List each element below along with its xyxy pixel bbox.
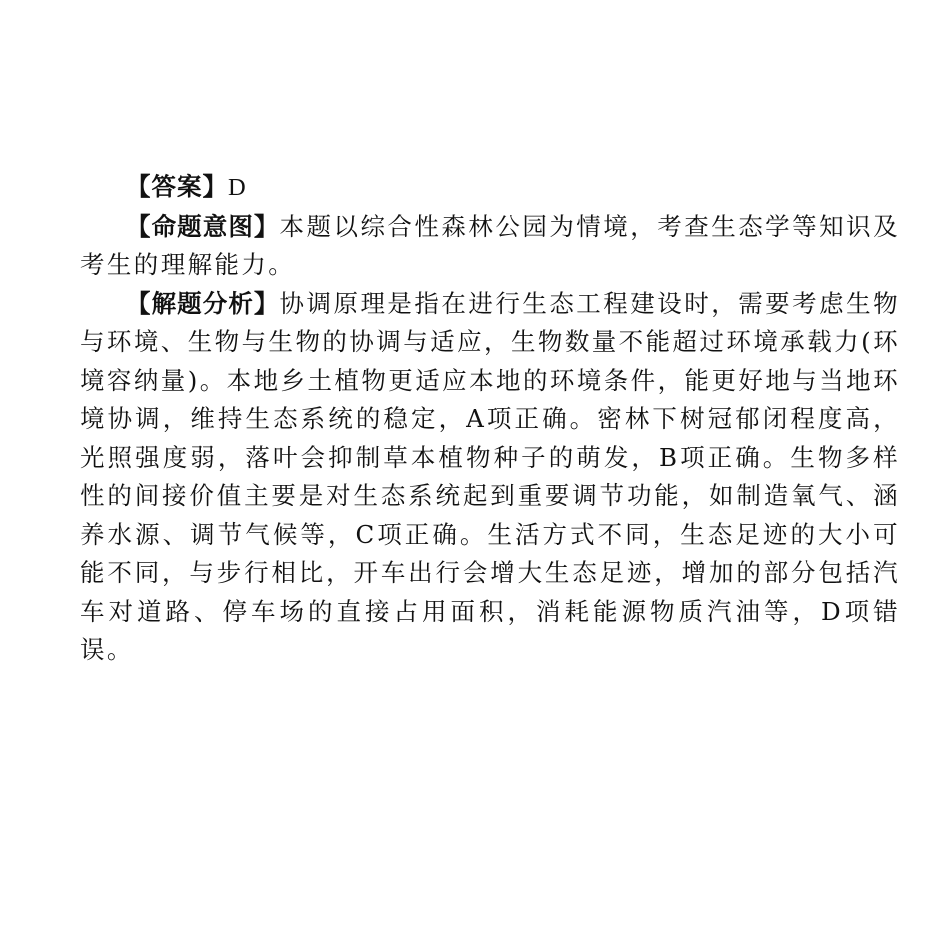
intent-tag: 【命题意图】 xyxy=(126,211,280,241)
answer-value: D xyxy=(228,174,249,201)
analysis-tag: 【解题分析】 xyxy=(126,288,280,318)
answer-tag: 【答案】 xyxy=(126,172,228,201)
intent-text: 本题以综合性森林公园为情境，考查生态学等知识及考生的理解能力。 xyxy=(80,211,901,279)
analysis-paragraph xyxy=(80,285,900,670)
answer-paragraph xyxy=(80,168,900,208)
intent-paragraph xyxy=(80,208,900,285)
analysis-text: 协调原理是指在进行生态工程建设时，需要考虑生物与环境、生物与生物的协调与适应，生物数量不能超过环境承载力(环境容纳量)。本地乡土植物更适应本地的环境条件，能更好地与当地环境协调，维持生态系统的稳定，A项正确。密林下树冠郁闭程度高，光照强度弱，落叶会抑制草本植物种子的萌发，B项正确。生物多样性的间接价值主要是对生态系统起到重要调节功能，如制造氧气、涵养水源、调节气候等，C项正确。生活方式不同，生态足迹的大小可能不同，与步行相比，开车出行会增大生态足迹，增加的部分包括汽车对道路、停车场的直接占用面积，消耗能源物质汽油等，D项错误。 xyxy=(80,288,901,664)
solution-document xyxy=(80,168,900,670)
